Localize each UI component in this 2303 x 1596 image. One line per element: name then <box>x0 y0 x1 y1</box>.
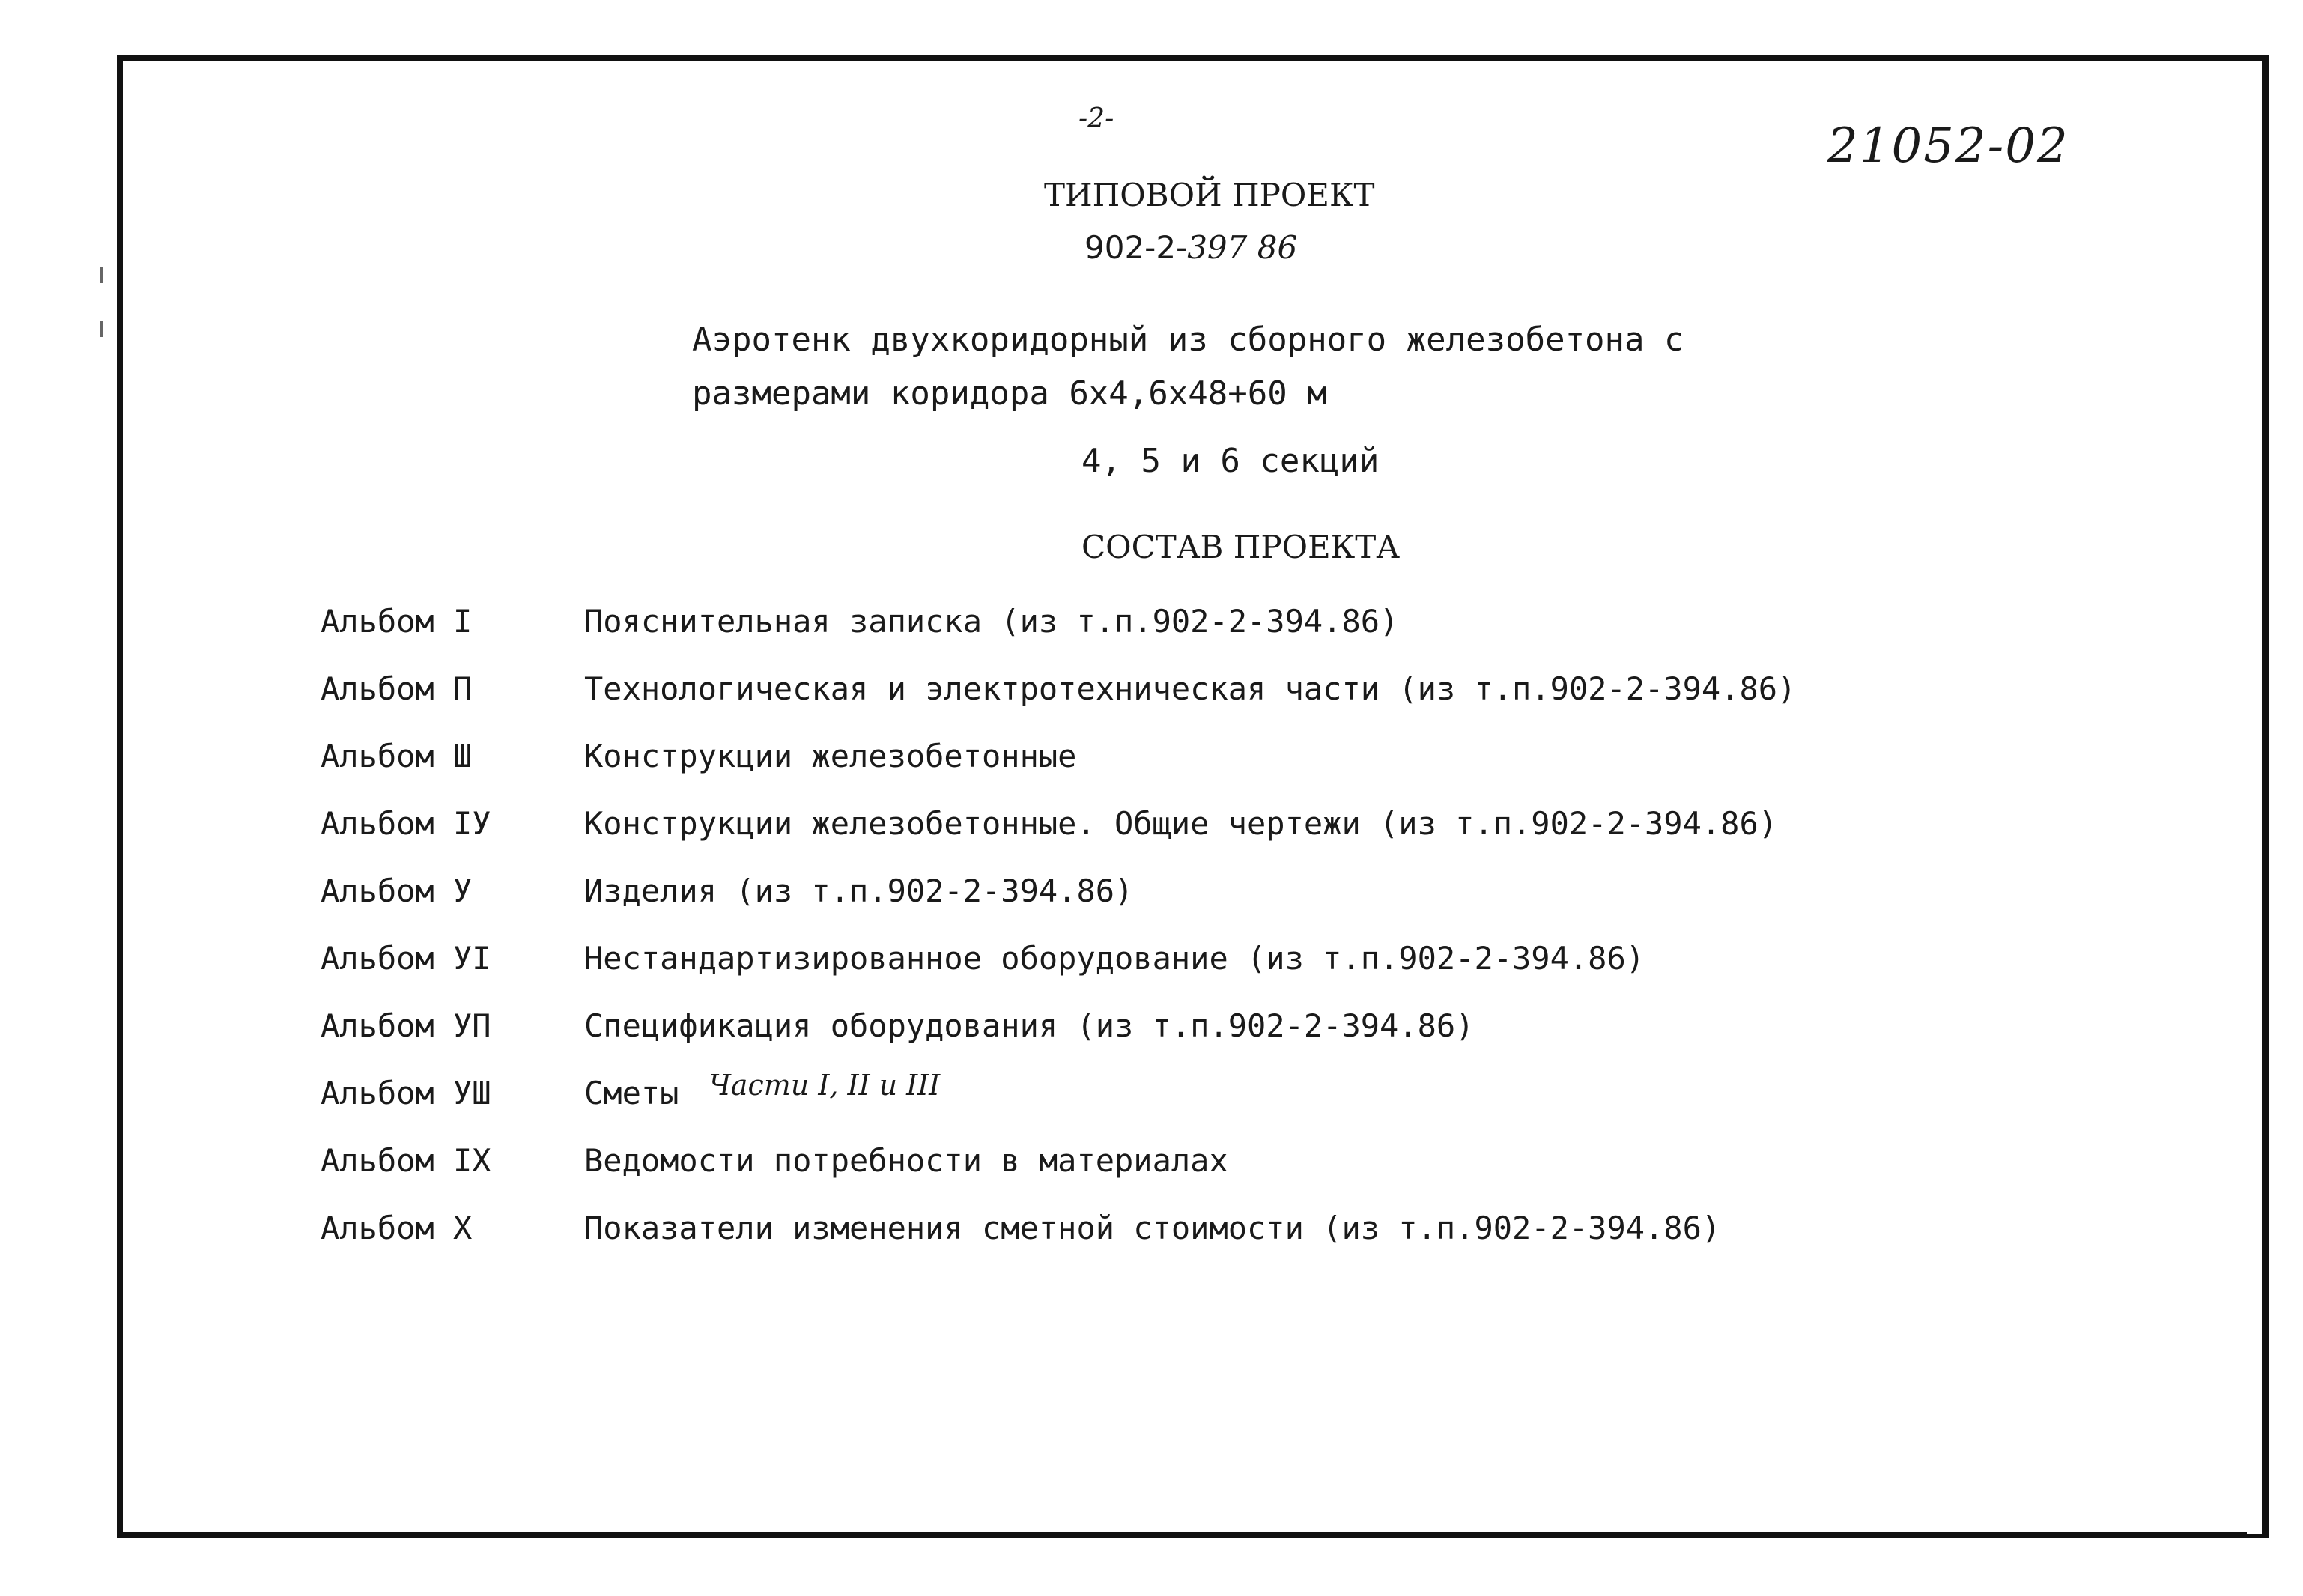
album-label: Альбом I <box>321 602 473 640</box>
document-code: 21052-02 <box>1827 118 2069 174</box>
album-row <box>321 857 2238 924</box>
album-label: Альбом Ш <box>321 737 473 774</box>
project-title: ТИПОВОЙ ПРОЕКТ <box>1044 177 1375 213</box>
album-title: Нестандартизированное оборудование (из т.п.902-2-394.86) <box>584 939 1645 977</box>
project-number-prefix: 902-2- <box>1084 229 1188 266</box>
album-row <box>321 722 2238 789</box>
album-label: Альбом X <box>321 1209 473 1246</box>
description-line-2: размерами коридора 6х4,6х48+60 м <box>692 374 1327 413</box>
album-label: Альбом УШ <box>321 1074 491 1111</box>
album-title: Ведомости потребности в материалах <box>584 1141 1228 1179</box>
album-label: Альбом IX <box>321 1141 491 1179</box>
project-number <box>1084 229 1297 266</box>
album-title: Конструкции железобетонные <box>584 737 1077 774</box>
album-row <box>321 1059 2238 1126</box>
album-label: Альбом IУ <box>321 804 491 842</box>
album-label: Альбом П <box>321 670 473 707</box>
album-row <box>321 1194 2238 1261</box>
handwritten-note: Части I, II и III <box>709 1069 941 1102</box>
album-label: Альбом У <box>321 872 473 909</box>
composition-heading: СОСТАВ ПРОЕКТА <box>1081 529 1401 565</box>
sections-count: 4, 5 и 6 секций <box>1081 442 1380 480</box>
album-title: Показатели изменения сметной стоимости (из т.п.902-2-394.86) <box>584 1209 1721 1246</box>
project-number-handwritten: 397 86 <box>1187 229 1298 266</box>
album-row <box>321 992 2238 1059</box>
album-row <box>321 789 2238 857</box>
album-row <box>321 1126 2238 1194</box>
album-row <box>321 655 2238 722</box>
album-title: Сметы <box>584 1074 679 1111</box>
album-title: Технологическая и электротехническая части (из т.п.902-2-394.86) <box>584 670 1797 707</box>
album-label: Альбом УП <box>321 1007 491 1044</box>
album-title: Пояснительная записка (из т.п.902-2-394.86) <box>584 602 1399 640</box>
page-number: -2- <box>1078 103 1114 134</box>
margin-tick <box>100 321 103 337</box>
album-label: Альбом УI <box>321 939 491 977</box>
album-row <box>321 924 2238 992</box>
album-title: Спецификация оборудования (из т.п.902-2-394.86) <box>584 1007 1475 1044</box>
album-title: Изделия (из т.п.902-2-394.86) <box>584 872 1134 909</box>
bottom-rule <box>118 1532 2247 1537</box>
album-title: Конструкции железобетонные. Общие чертежи (из т.п.902-2-394.86) <box>584 804 1778 842</box>
albums-list <box>321 587 2238 1261</box>
margin-tick <box>100 267 103 283</box>
album-row <box>321 587 2238 655</box>
description-line-1: Аэротенк двухкоридорный из сборного железобетона с <box>692 321 1684 359</box>
